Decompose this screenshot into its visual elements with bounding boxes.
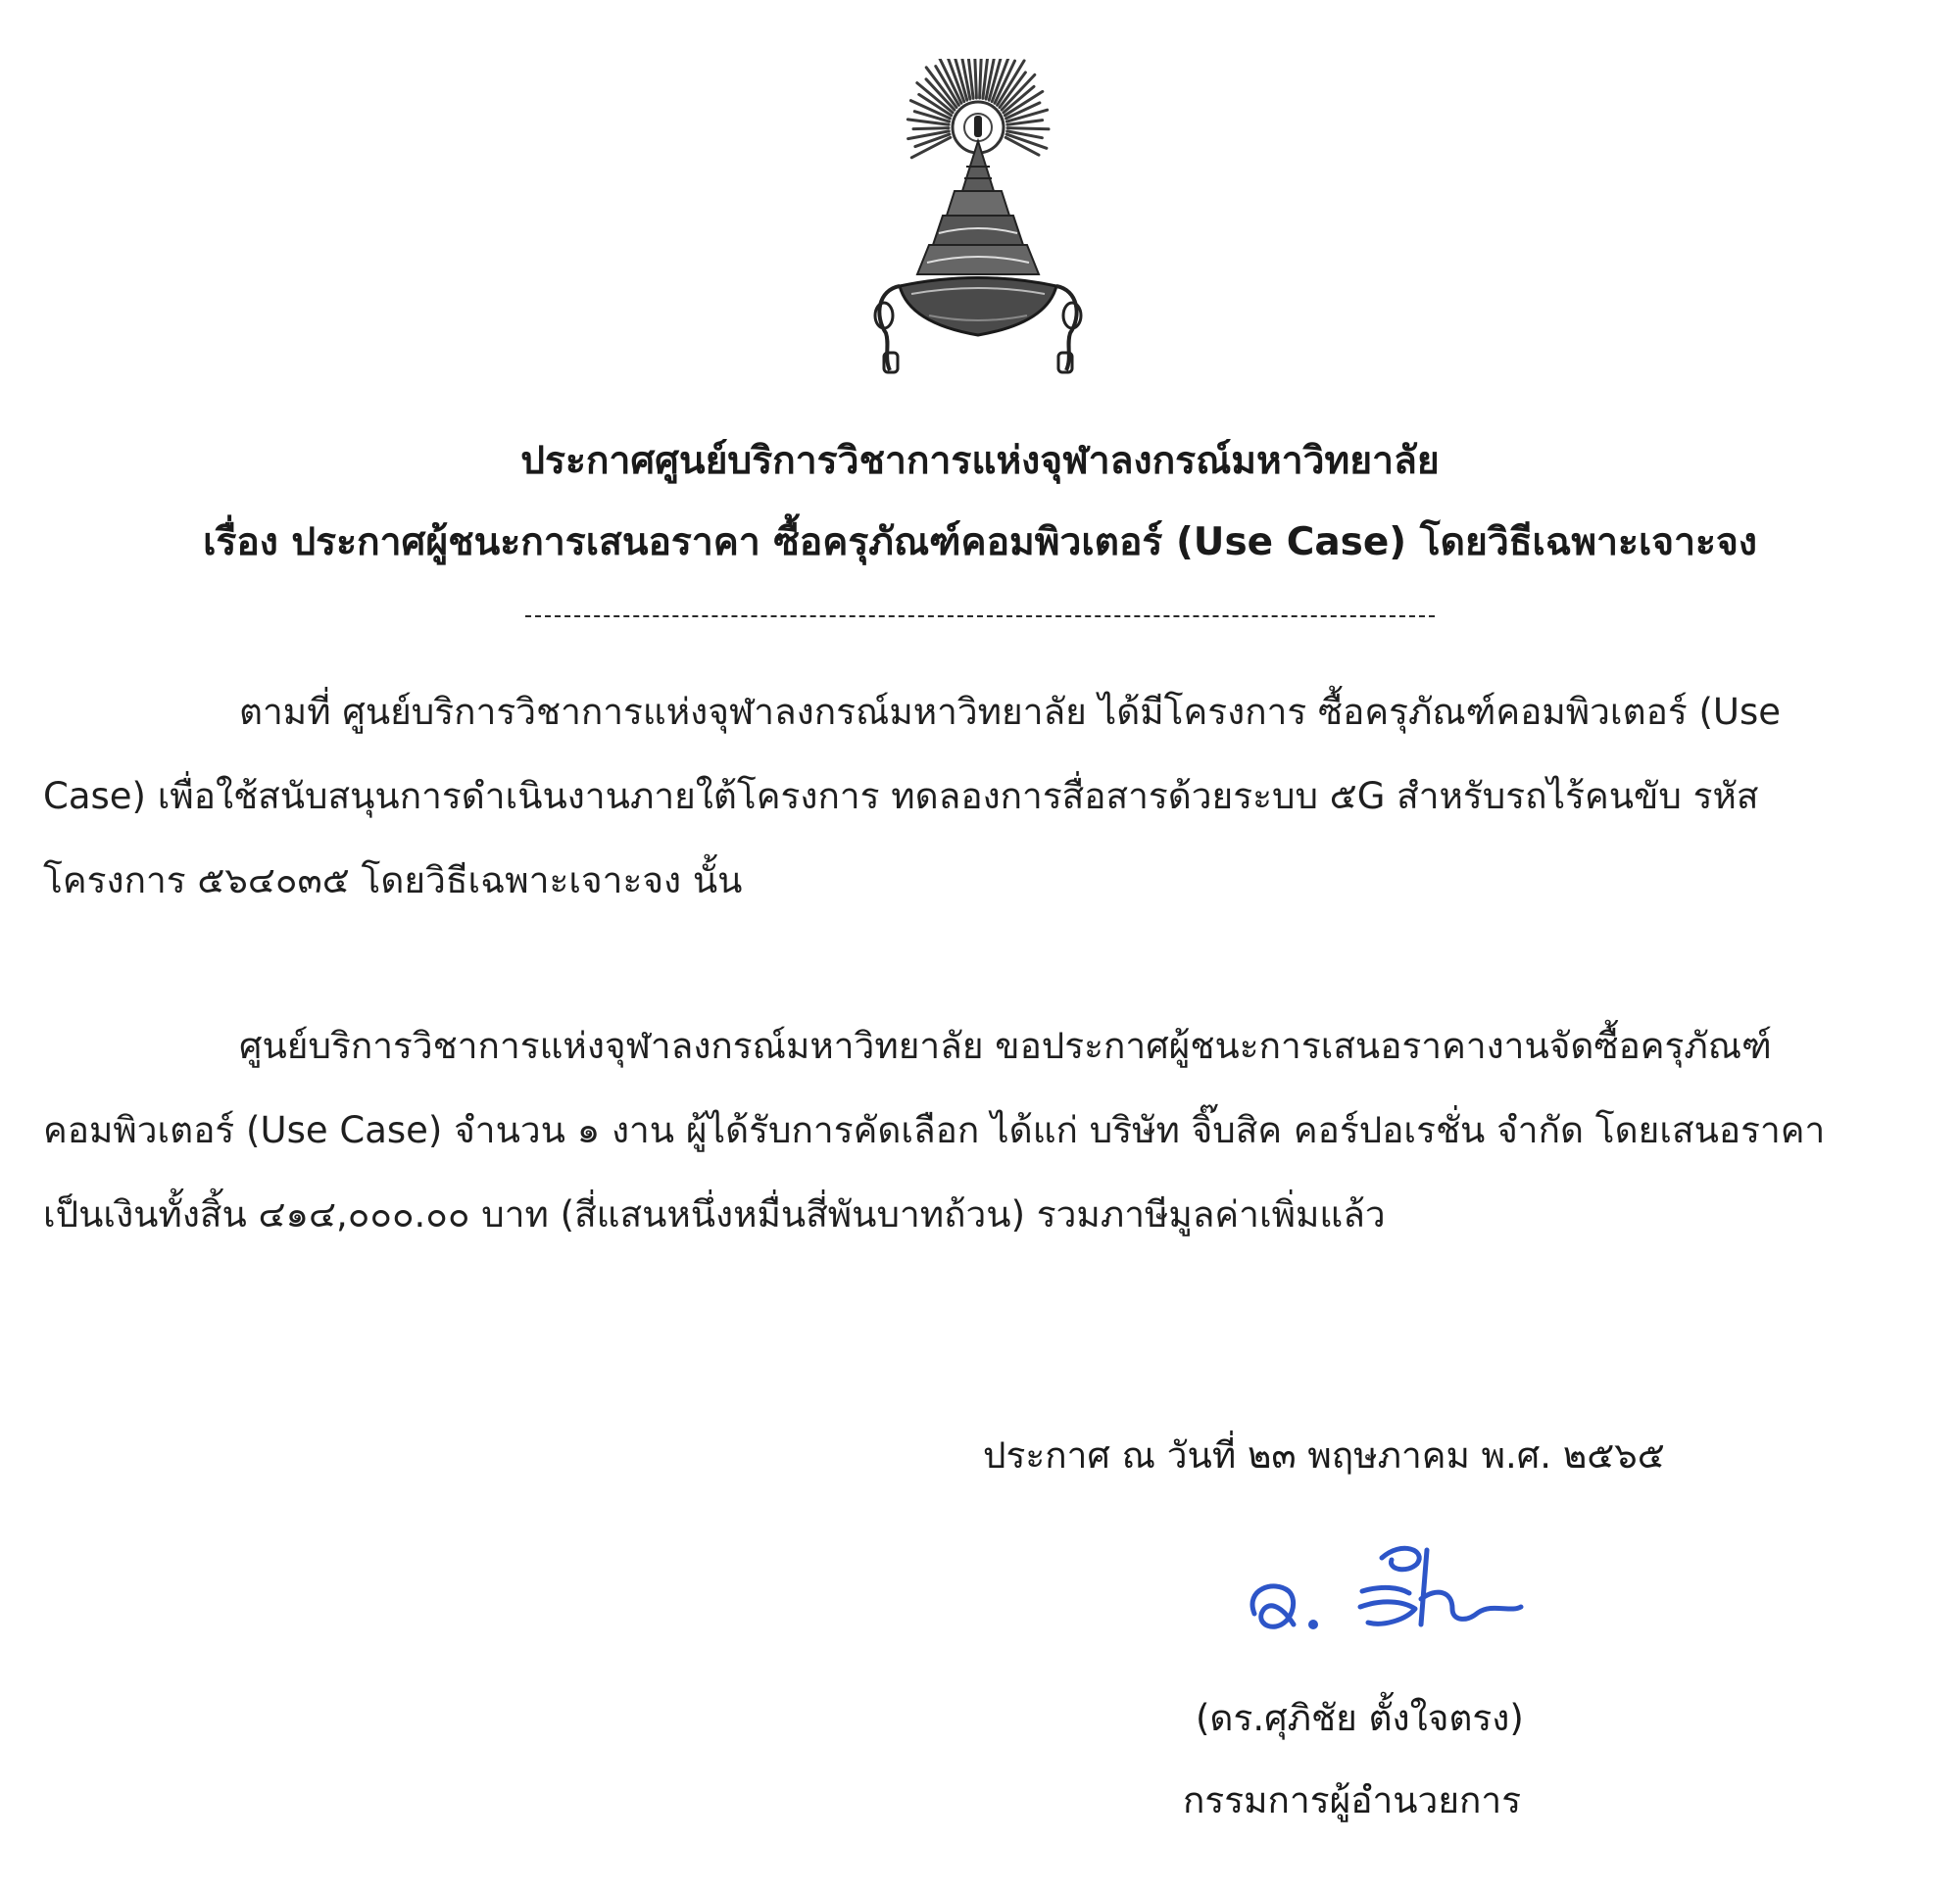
announcement-date: ประกาศ ณ วันที่ ๒๓ พฤษภาคม พ.ศ. ๒๕๖๕ (983, 1434, 1665, 1477)
signer-name: (ดร.ศุภิชัย ตั้งใจตรง) (1196, 1697, 1524, 1739)
paragraph-2-line-3: เป็นเงินทั้งสิ้น ๔๑๔,๐๐๐.๐๐ บาท (สี่แสนหนึ่งหมื่นสี่พันบาทถ้วน) รวมภาษีมูลค่าเพิ่มแล้ว (43, 1193, 1386, 1236)
announcement-subject: เรื่อง ประกาศผู้ชนะการเสนอราคา ซื้อครุภัณฑ์คอมพิวเตอร์ (Use Case) โดยวิธีเฉพาะเจาะจง (203, 520, 1757, 564)
handwritten-signature (1235, 1530, 1558, 1648)
paragraph-2-line-1: ศูนย์บริการวิชาการแห่งจุฬาลงกรณ์มหาวิทยาลัย ขอประกาศผู้ชนะการเสนอราคางานจัดซื้อครุภัณฑ์ (239, 1025, 1772, 1067)
dashed-divider (525, 615, 1435, 617)
paragraph-1-line-3: โครงการ ๕๖๔๐๓๕ โดยวิธีเฉพาะเจาะจง นั้น (43, 859, 743, 901)
announcement-title: ประกาศศูนย์บริการวิชาการแห่งจุฬาลงกรณ์มหาวิทยาลัย (520, 439, 1440, 483)
paragraph-1-line-2: Case) เพื่อใช้สนับสนุนการดำเนินงานภายใต้โครงการ ทดลองการสื่อสารด้วยระบบ ๕G สำหรับรถไร้คนขับ รหัส (43, 775, 1759, 817)
signer-title: กรรมการผู้อำนวยการ (1183, 1779, 1522, 1821)
body-paragraph-2 (43, 1004, 1925, 1257)
paragraph-2-line-2: คอมพิวเตอร์ (Use Case) จำนวน ๑ งาน ผู้ได้รับการคัดเลือก ได้แก่ บริษัท จิ๊บสิค คอร์ปอเรชั่น จำกัด โดยเสนอราคา (43, 1109, 1826, 1151)
phra-kiao-emblem-icon (860, 59, 1096, 387)
body-paragraph-1 (43, 670, 1925, 923)
paragraph-1-line-1: ตามที่ ศูนย์บริการวิชาการแห่งจุฬาลงกรณ์มหาวิทยาลัย ได้มีโครงการ ซื้อครุภัณฑ์คอมพิวเตอร์ (Use (239, 691, 1782, 733)
